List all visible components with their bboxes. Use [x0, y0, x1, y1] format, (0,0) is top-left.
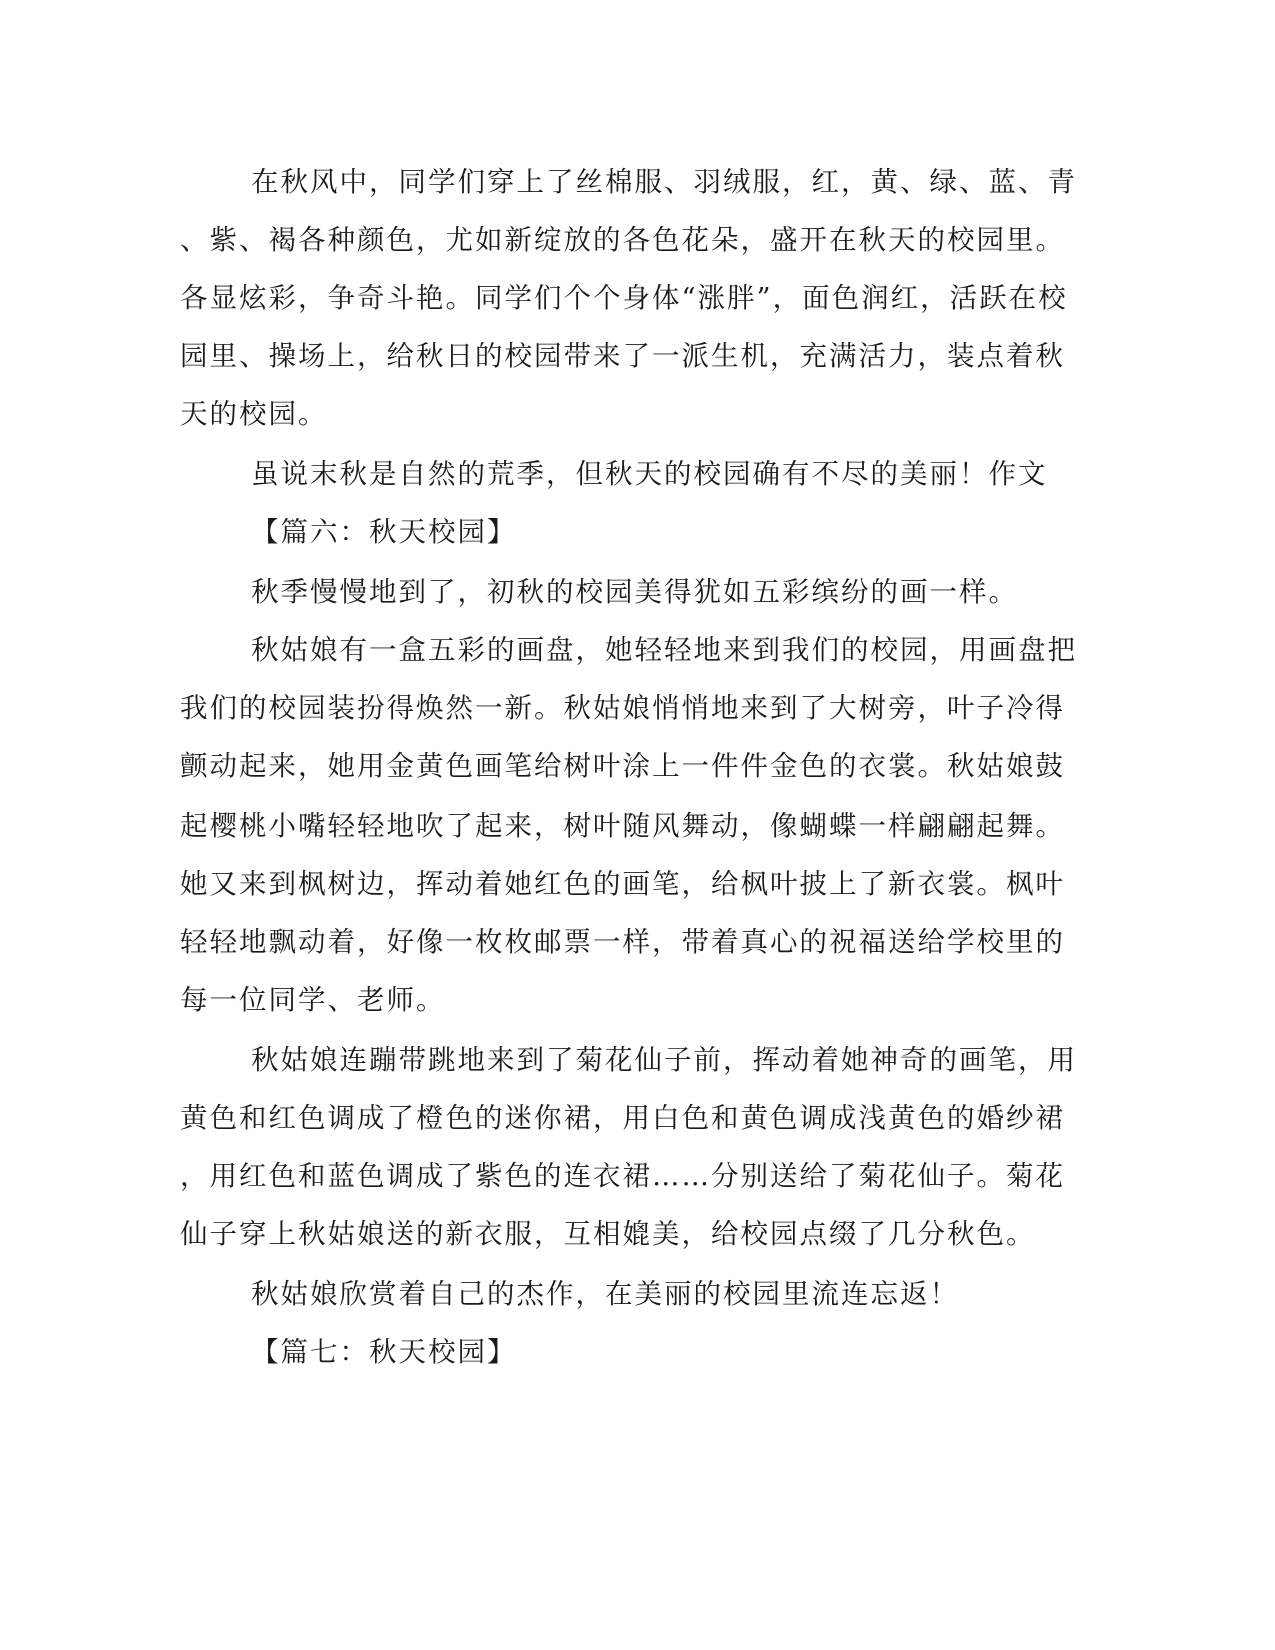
- text-line: 天的校园。: [180, 398, 328, 430]
- text-line: 她又来到枫树边，挥动着她红色的画笔，给枫叶披上了新衣裳。枫叶: [180, 868, 1065, 900]
- text-line: 秋姑娘有一盒五彩的画盘，她轻轻地来到我们的校园，用画盘把: [251, 634, 1077, 666]
- text-line: 、紫、褐各种颜色，尤如新绽放的各色花朵，盛开在秋天的校园里。: [180, 224, 1065, 256]
- text-line: 园里、操场上，给秋日的校园带来了一派生机，充满活力，装点着秋: [180, 340, 1065, 372]
- text-line: 各显炫彩，争奇斗艳。同学们个个身体“涨胖”，面色润红，活跃在校: [180, 282, 1068, 314]
- text-line: 黄色和红色调成了橙色的迷你裙，用白色和黄色调成浅黄色的婚纱裙: [180, 1102, 1065, 1134]
- text-line: 颤动起来，她用金黄色画笔给树叶涂上一件件金色的衣裳。秋姑娘鼓: [180, 750, 1065, 782]
- text-line: 轻轻地飘动着，好像一枚枚邮票一样，带着真心的祝福送给学校里的: [180, 926, 1065, 958]
- text-line: 每一位同学、老师。: [180, 984, 446, 1016]
- text-line: 虽说末秋是自然的荒季，但秋天的校园确有不尽的美丽！作文: [251, 458, 1048, 490]
- text-line: 起樱桃小嘴轻轻地吹了起来，树叶随风舞动，像蝴蝶一样翩翩起舞。: [180, 810, 1065, 842]
- text-line: 秋姑娘欣赏着自己的杰作，在美丽的校园里流连忘返！: [251, 1278, 959, 1310]
- section-heading: 【篇六：秋天校园】: [251, 516, 517, 548]
- text-line: ，用红色和蓝色调成了紫色的连衣裙……分别送给了菊花仙子。菊花: [180, 1160, 1065, 1192]
- text-line: 我们的校园装扮得焕然一新。秋姑娘悄悄地来到了大树旁，叶子冷得: [180, 692, 1065, 724]
- text-line: 秋季慢慢地到了，初秋的校园美得犹如五彩缤纷的画一样。: [251, 576, 1018, 608]
- text-line: 仙子穿上秋姑娘送的新衣服，互相媲美，给校园点缀了几分秋色。: [180, 1218, 1036, 1250]
- text-line: 秋姑娘连蹦带跳地来到了菊花仙子前，挥动着她神奇的画笔，用: [251, 1044, 1077, 1076]
- text-line: 在秋风中，同学们穿上了丝棉服、羽绒服，红，黄、绿、蓝、青: [251, 166, 1077, 198]
- section-heading: 【篇七：秋天校园】: [251, 1336, 517, 1368]
